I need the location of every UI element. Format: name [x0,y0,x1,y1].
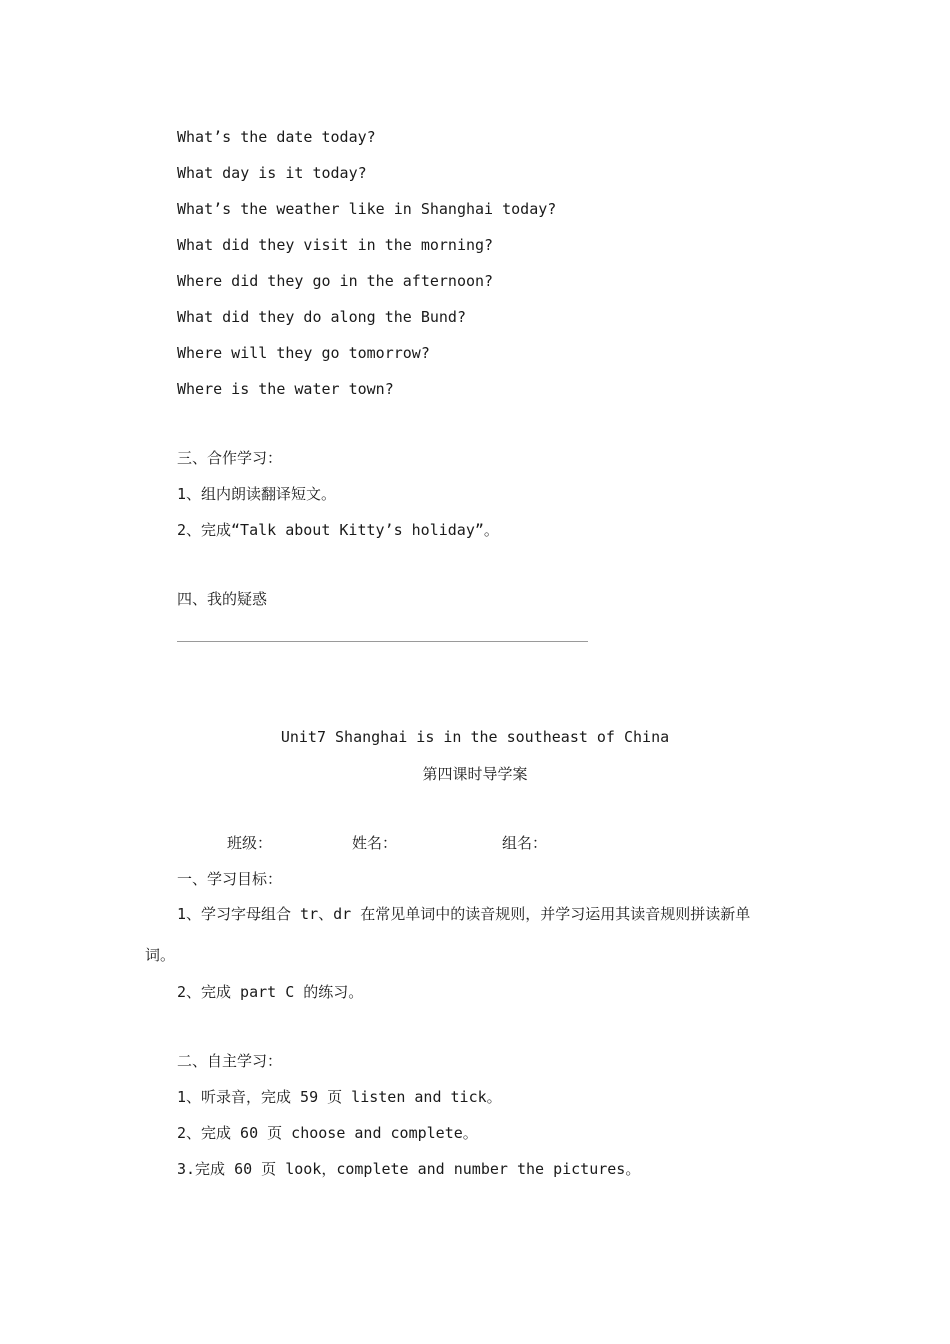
group-label: 组名： [502,834,548,852]
question-line: Where will they go tomorrow? [177,344,430,362]
question-line: What did they do along the Bund? [177,308,466,326]
answer-underline [177,641,588,642]
section-heading-cooperative: 三、合作学习： [177,449,283,467]
question-line: What day is it today? [177,164,367,182]
section-heading-self-study: 二、自主学习： [177,1052,283,1070]
unit-title: Unit7 Shanghai is in the southeast of China [280,728,670,746]
class-label: 班级： [227,834,273,852]
self-study-item: 2、完成 60 页 choose and complete。 [177,1124,478,1142]
question-line: Where is the water town? [177,380,394,398]
question-line: What did they visit in the morning? [177,236,494,254]
question-line: What’s the weather like in Shanghai today? [177,200,557,218]
goal-item: 1、学习字母组合 tr、dr 在常见单词中的读音规则，并学习运用其读音规则拼读新单 [177,905,751,923]
goal-item-continuation: 词。 [145,946,176,964]
self-study-item: 1、听录音，完成 59 页 listen and tick。 [177,1088,502,1106]
cooperative-item: 1、组内朗读翻译短文。 [177,485,337,503]
lesson-title: 第四课时导学案 [422,765,528,783]
question-line: What’s the date today? [177,128,376,146]
question-line: Where did they go in the afternoon? [177,272,494,290]
cooperative-item: 2、完成“Talk about Kitty’s holiday”。 [177,521,499,539]
section-heading-questions: 四、我的疑惑 [177,590,268,608]
section-heading-goals: 一、学习目标： [177,870,283,888]
self-study-item: 3.完成 60 页 look，complete and number the pictures。 [177,1160,641,1178]
name-label: 姓名： [352,834,398,852]
goal-item: 2、完成 part C 的练习。 [177,983,364,1001]
